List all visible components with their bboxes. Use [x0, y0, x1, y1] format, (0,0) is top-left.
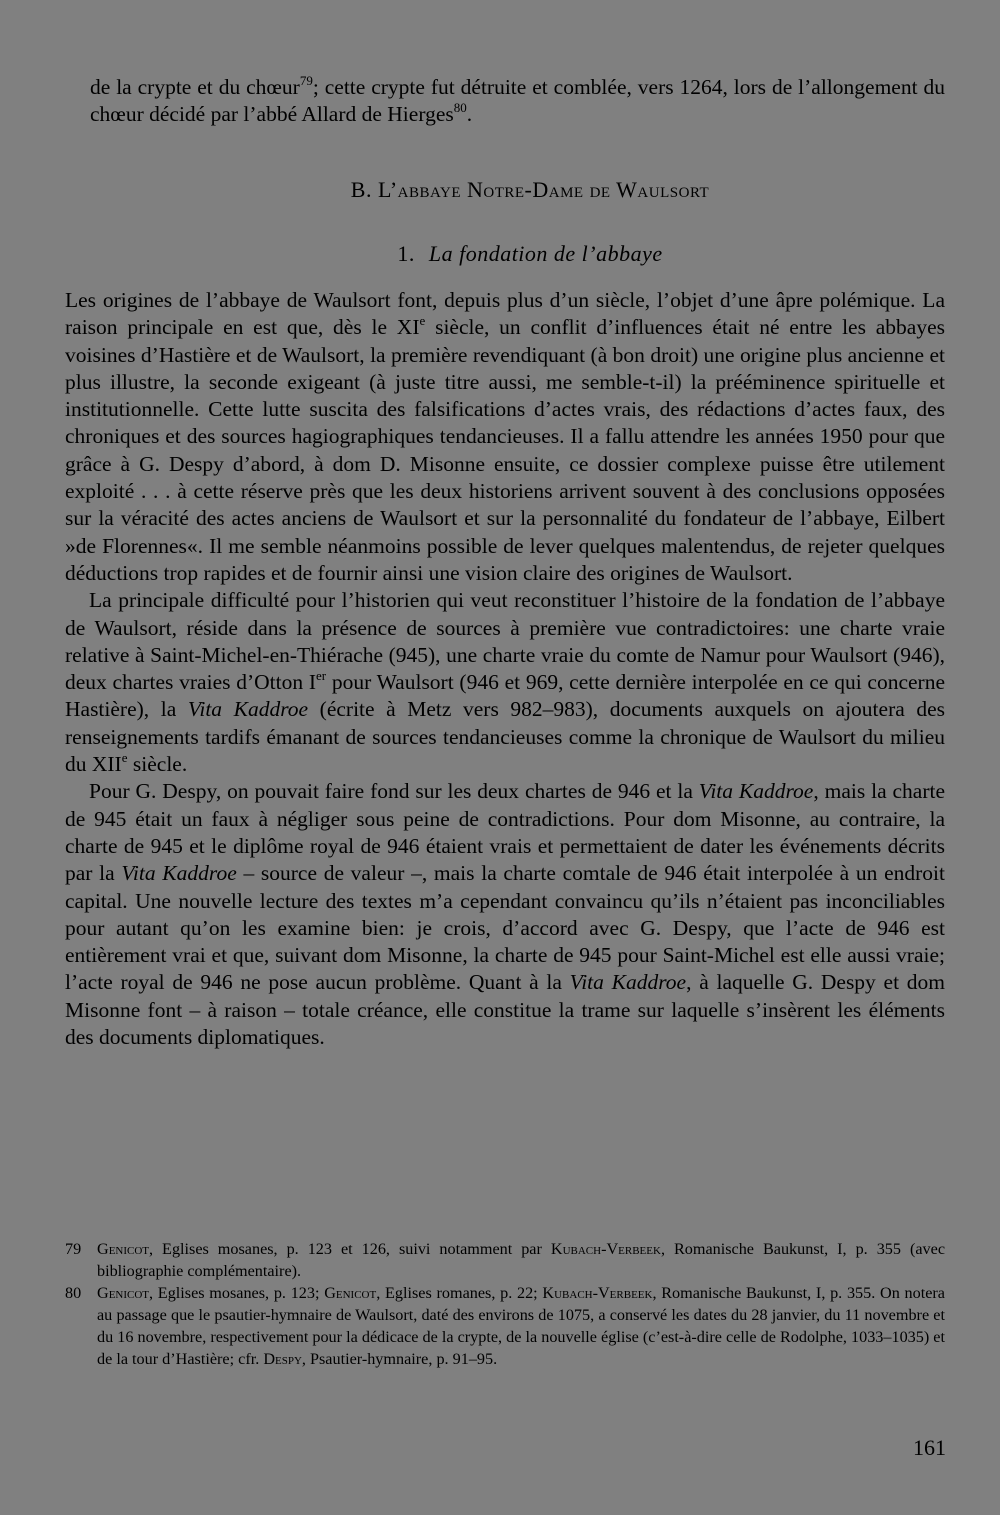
superscript: e — [121, 750, 128, 766]
footnote-ref-79[interactable]: 79 — [299, 73, 313, 88]
author-name: Kubach-Verbeek — [542, 1284, 653, 1302]
author-name: Genicot — [97, 1240, 150, 1258]
intro-text: de la crypte et du chœur — [90, 75, 300, 99]
superscript: e — [419, 313, 426, 329]
footnote-segment: , Romanische Baukunst, I, p. 355. On notera au passage que le psautier-hymnaire de Waulsort, daté des environs de 1075, a conservé les dates du 28 janvier, du 11 novembre et du 16 novembre, respectivement pour la dédicace de la crypte, de la nouvelle église (c’est-à-dire celle de Rodolphe, 1033–1035) et de la tour d’Hastière; cfr. — [97, 1284, 945, 1368]
paragraph-text: Les origines de l’abbaye de Waulsort font, depuis plus d’un siècle, l’objet d’une âpre polémique. La raison principale en est que, dès le XI — [65, 288, 945, 340]
author-name: Genicot — [324, 1284, 377, 1302]
paragraph-text: (écrite à Metz vers 982–983), documents auxquels on ajoutera des renseignements tardifs émanant de sources tendancieuses comme la chronique de Waulsort du milieu du XII — [65, 697, 946, 777]
footnotes — [65, 1238, 945, 1370]
author-name: Despy — [263, 1350, 302, 1368]
page-number: 161 — [913, 1435, 946, 1460]
paragraph-3 — [65, 778, 945, 1051]
author-name: Kubach-Verbeek — [550, 1240, 661, 1258]
footnote-segment: , Eglises mosanes, p. 123 et 126, suivi notamment par — [149, 1240, 551, 1258]
section-heading: B. L’abbaye Notre-Dame de Waulsort — [350, 177, 710, 202]
paragraph-text: – source de valeur –, mais la charte comtale de 946 était interpolée à un endroit capital. Une nouvelle lecture des textes m’a cependant convaincu qu’ils n’étaient pas inconciliables pour autant qu’on les examine bien: je crois, d’accord avec G. Despy, que l’acte de 946 est entièrement vrai et que, suivant dom Misonne, la charte de 945 pour Saint-Michel est elle aussi vraie; l’acte royal de 946 ne pose aucun problème. Quant à la — [65, 861, 945, 995]
intro-text: . — [466, 102, 473, 127]
footnote-ref-80[interactable]: 80 — [453, 100, 467, 116]
paragraph-text: , à laquelle G. Despy et dom Misonne font – à raison – totale créance, elle constitue la trame sur laquelle s’insèrent les éléments des documents diplomatiques. — [65, 970, 946, 1050]
footnote-segment: , Eglises romanes, p. 22; — [376, 1284, 543, 1302]
footnote-text — [97, 1282, 945, 1370]
subsection-heading — [65, 241, 945, 267]
subsection-title: La fondation de l’abbaye — [428, 241, 663, 266]
footnote-number: 79 — [65, 1240, 82, 1258]
intro-text: ; cette crypte fut détruite et comblée, vers 1264, lors de l’allongement du chœur décidé par l’abbé Allard de Hierges — [90, 75, 945, 127]
paragraph-text: siècle, un conflit d’influences était né entre les abbayes voisines d’Hastière et de Waulsort, la première revendiquant (à bon droit) une origine plus ancienne et plus illustre, la seconde exigeant (à juste titre aussi, me semble-t-il) la prééminence spirituelle et institutionnelle. Cette lutte suscita des falsifications d’actes vrais, des rédactions d’actes faux, des chroniques et des sources hagiographiques tendancieuses. Il a fallu attendre les années 1950 pour que grâce à G. Despy d’abord, à dom D. Misonne ensuite, ce dossier complexe puisse être utilement exploité . . . à cette réserve près que les deux historiens arrivent souvent à des conclusions opposées sur la véracité des actes anciens de Waulsort et sur la personnalité du fondateur de l’abbaye, Eilbert »de Florennes«. Il me semble néanmoins possible de lever quelques malentendus, de rejeter quelques déductions trop rapides et de fournir ainsi une vision claire des origines de Waulsort. — [65, 315, 945, 585]
superscript: er — [316, 668, 327, 684]
footnote-segment: , Eglises mosanes, p. 123; — [149, 1284, 325, 1302]
paragraph-text: , mais la charte de 945 était un faux à négliger sous peine de contradictions. Pour dom Misonne, au contraire, la charte de 945 et le diplôme royal de 946 étaient vrais et permettaient de dater les événements décrits par la — [65, 779, 946, 886]
subsection-number: 1. — [397, 241, 415, 266]
footnote-80 — [65, 1282, 945, 1370]
footnote-79 — [65, 1238, 945, 1282]
paragraph-text: La principale difficulté pour l’historien qui veut reconstituer l’histoire de la fondation de l’abbaye de Waulsort, réside dans la présence de sources à première vue contradictoires: une charte vraie relative à Saint-Michel-en-Thiérache (945), une charte vraie du comte de Namur pour Waulsort (946), deux chartes vraies d’Otton I — [65, 588, 945, 695]
main-text — [65, 287, 945, 1051]
paragraph-text: siècle. — [127, 752, 188, 777]
footnote-text — [97, 1238, 945, 1282]
italic-title: Vita Kaddroe — [698, 779, 814, 804]
italic-title: Vita Kaddroe — [187, 697, 309, 722]
intro-paragraph — [65, 74, 945, 129]
paragraph-text: Pour G. Despy, on pouvait faire fond sur les deux chartes de 946 et la — [89, 779, 699, 804]
footnote-segment: , Psautier-hymnaire, p. 91–95. — [301, 1350, 498, 1368]
footnote-segment: , Romanische Baukunst, I, p. 355 (avec bibliographie complémentaire). — [97, 1240, 945, 1280]
italic-title: Vita Kaddroe — [569, 970, 687, 995]
author-name: Genicot — [97, 1284, 150, 1302]
paragraph-1 — [65, 287, 945, 587]
paragraph-2 — [65, 587, 945, 778]
footnote-number: 80 — [65, 1284, 82, 1302]
italic-title: Vita Kaddroe — [121, 861, 237, 886]
paragraph-text: pour Waulsort (946 et 969, cette dernière interpolée en ce qui concerne Hastière), la — [65, 670, 945, 722]
